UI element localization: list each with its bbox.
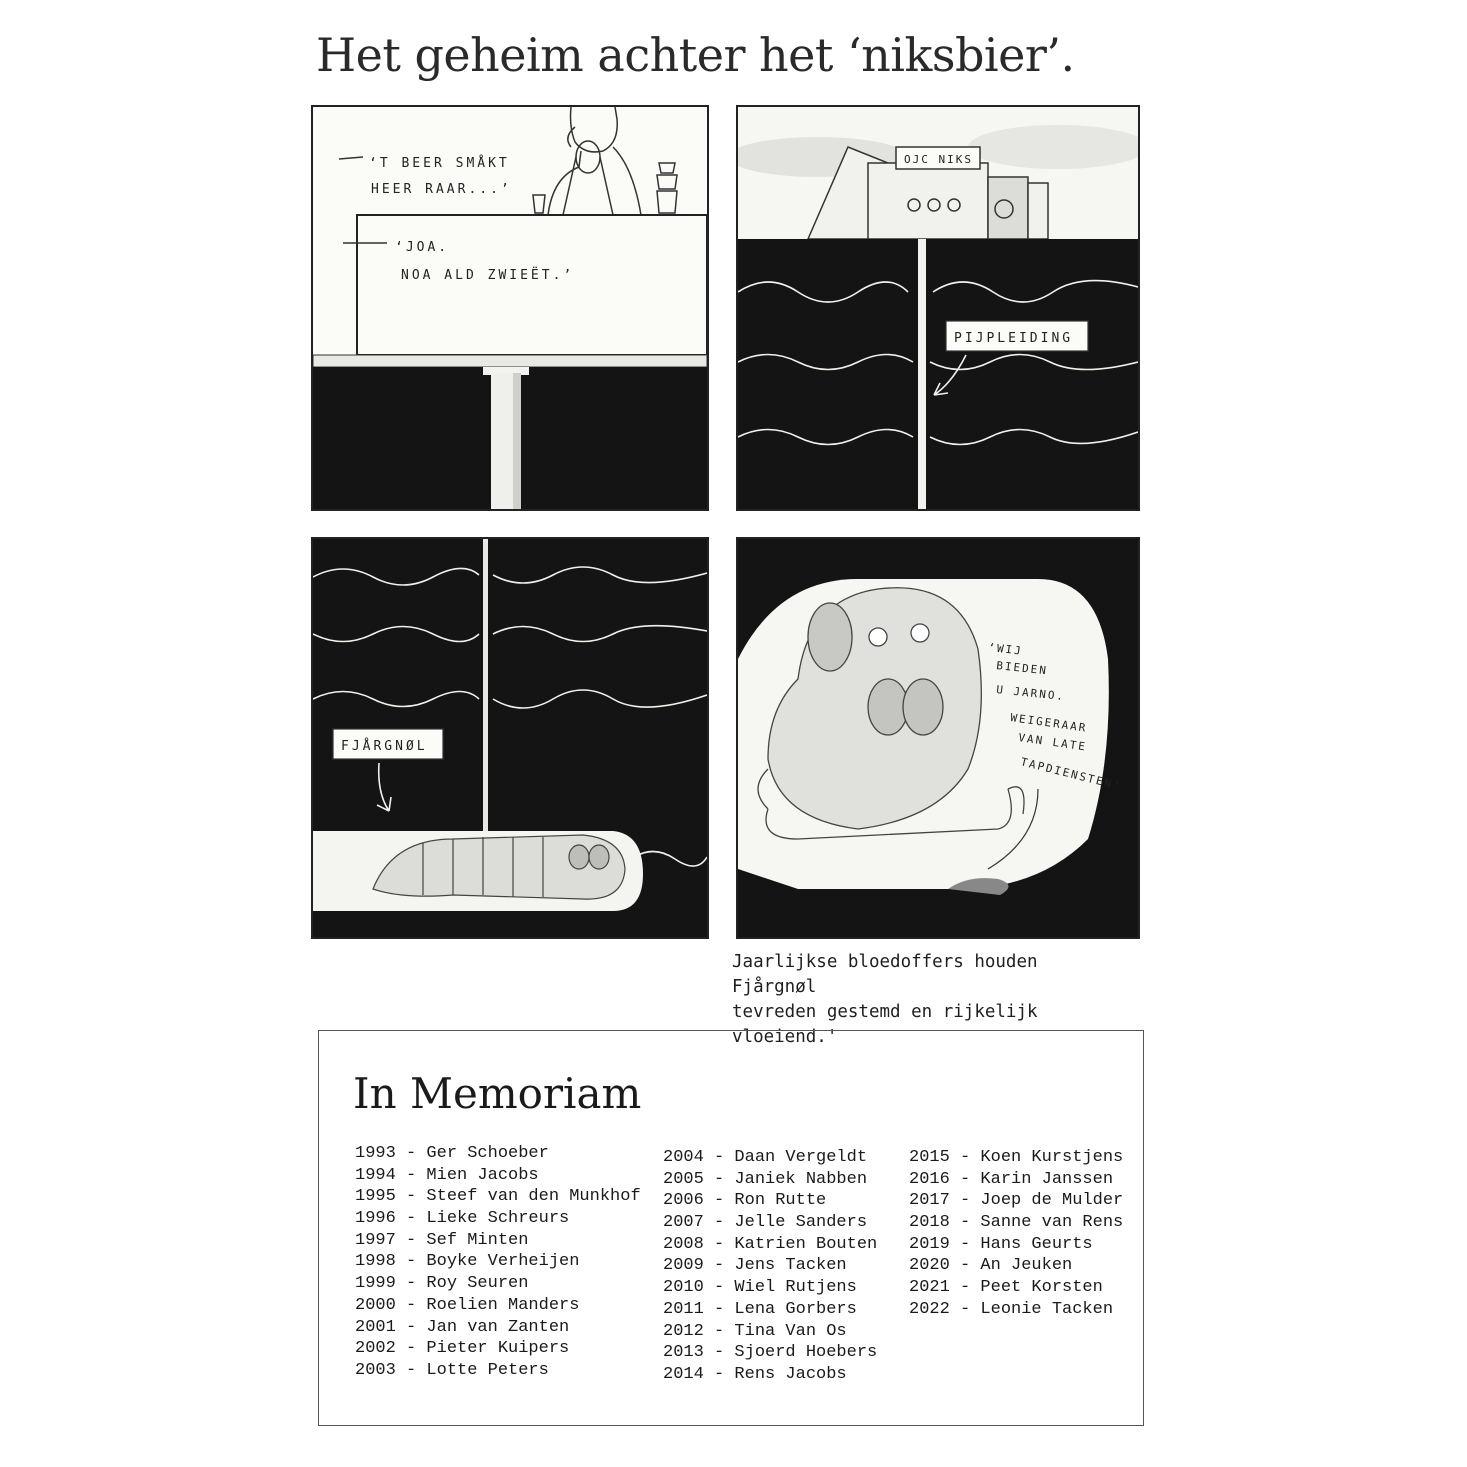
monster-speech-6: TAPDIENSTEN’ xyxy=(1019,755,1123,793)
pipeline-label: PIJPLEIDING xyxy=(954,331,1074,346)
memoriam-entry: 2012 - Tina Van Os xyxy=(663,1321,847,1341)
memoriam-entry: 1999 - Roy Seuren xyxy=(355,1274,529,1294)
caption-line-1: Jaarlijkse bloedoffers houden Fjårgnøl xyxy=(732,952,1038,997)
memoriam-entry: 2018 - Sanne van Rens xyxy=(909,1213,1124,1233)
memoriam-column-2 xyxy=(663,1147,877,1386)
panel-monster xyxy=(736,537,1140,939)
memoriam-entry: 1994 - Mien Jacobs xyxy=(355,1165,539,1185)
worm-label: FJÅRGNØL xyxy=(341,739,428,754)
memoriam-entry: 2022 - Leonie Tacken xyxy=(909,1299,1114,1319)
memoriam-entry: 2005 - Janiek Nabben xyxy=(663,1169,868,1189)
speech-bar-2a: ‘JOA. xyxy=(395,240,450,255)
memoriam-entry: 2010 - Wiel Rutjens xyxy=(663,1278,857,1298)
memoriam-column-1 xyxy=(355,1143,641,1382)
speech-bar-2b: NOA ALD ZWIEËT.’ xyxy=(401,268,575,283)
memoriam-entry: 2006 - Ron Rutte xyxy=(663,1191,827,1211)
caption-line-2: tevreden gestemd en rijkelijk vloeiend.' xyxy=(732,1002,1038,1047)
speech-bar-1a: ‘T BEER SMÅKT xyxy=(369,156,510,171)
memoriam-entry: 2013 - Sjoerd Hoebers xyxy=(663,1343,878,1363)
panel-bar xyxy=(311,105,709,511)
building-sign: OJC NIKS xyxy=(904,153,973,166)
memoriam-entry: 2014 - Rens Jacobs xyxy=(663,1364,847,1384)
memoriam-entry: 1993 - Ger Schoeber xyxy=(355,1144,549,1163)
memoriam-entry: 1996 - Lieke Schreurs xyxy=(355,1209,570,1229)
memoriam-entry: 2009 - Jens Tacken xyxy=(663,1256,847,1276)
memoriam-entry: 2001 - Jan van Zanten xyxy=(355,1317,570,1337)
page-title: Het geheim achter het ‘niksbier’. xyxy=(316,28,1075,82)
memoriam-entry: 2004 - Daan Vergeldt xyxy=(663,1148,868,1167)
memoriam-entry: 2011 - Lena Gorbers xyxy=(663,1299,857,1319)
panel-worm xyxy=(311,537,709,939)
memoriam-entry: 2021 - Peet Korsten xyxy=(909,1278,1103,1298)
monster-speech-4: WEIGERAAR xyxy=(1009,711,1089,735)
monster-speech-2: BIEDEN xyxy=(995,659,1049,678)
memoriam-entry: 1995 - Steef van den Munkhof xyxy=(355,1187,641,1207)
memoriam-entry: 2016 - Karin Janssen xyxy=(909,1169,1114,1189)
memoriam-entry: 2017 - Joep de Mulder xyxy=(909,1191,1124,1211)
monster-speech-3: U JARNO. xyxy=(995,683,1066,704)
memoriam-entry: 2007 - Jelle Sanders xyxy=(663,1213,868,1233)
panel-building xyxy=(736,105,1140,511)
memoriam-entry: 2020 - An Jeuken xyxy=(909,1256,1073,1276)
memoriam-entry: 2000 - Roelien Manders xyxy=(355,1295,580,1315)
memoriam-entry: 2003 - Lotte Peters xyxy=(355,1360,549,1380)
memoriam-entry: 2002 - Pieter Kuipers xyxy=(355,1339,570,1359)
memoriam-entry: 2019 - Hans Geurts xyxy=(909,1234,1093,1254)
in-memoriam-box xyxy=(318,1030,1144,1426)
memoriam-entry: 1998 - Boyke Verheijen xyxy=(355,1252,580,1272)
memoriam-heading: In Memoriam xyxy=(353,1069,642,1118)
memoriam-entry: 2008 - Katrien Bouten xyxy=(663,1234,878,1254)
memoriam-entry: 2015 - Koen Kurstjens xyxy=(909,1148,1124,1167)
monster-speech-5: VAN LATE xyxy=(1017,731,1088,754)
memoriam-column-3 xyxy=(909,1147,1123,1321)
memoriam-entry: 1997 - Sef Minten xyxy=(355,1230,529,1250)
speech-bar-1b: HEER RAAR...’ xyxy=(371,182,512,197)
monster-speech-1: ‘WIJ xyxy=(987,641,1024,658)
